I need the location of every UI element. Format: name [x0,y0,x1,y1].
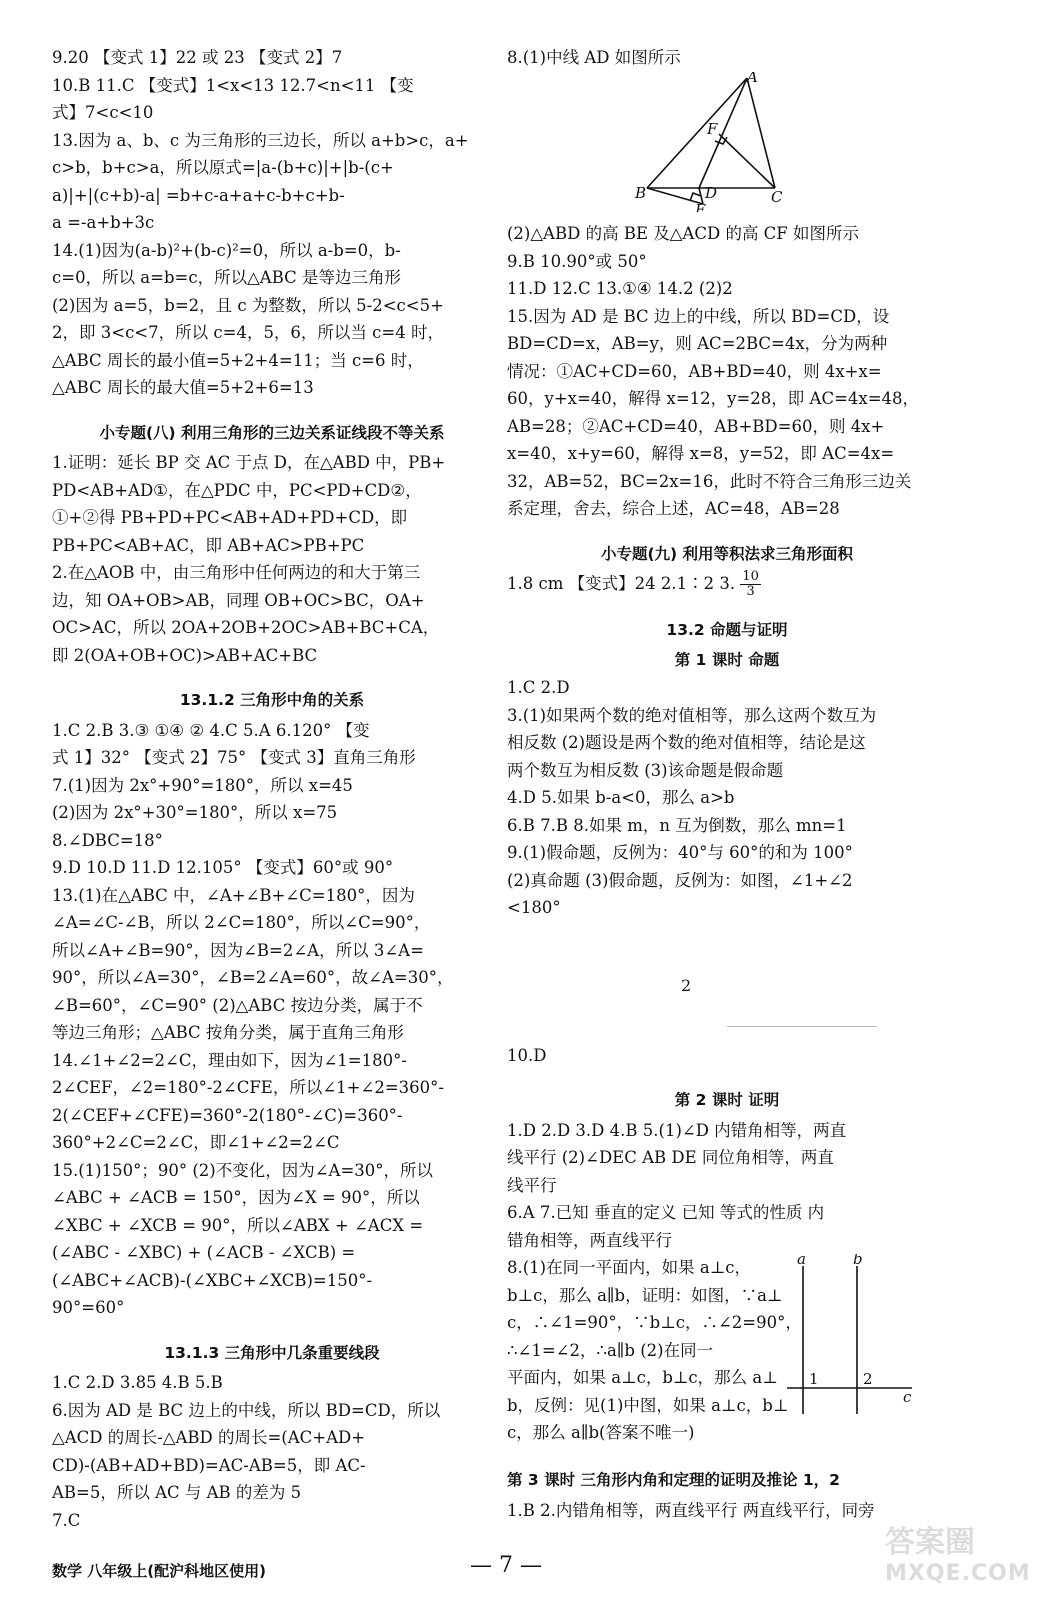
answer-line: 7.(1)因为 2x°+90°=180°，所以 x=45 [52,775,353,795]
answer-line: ∴∠1=∠2，∴a∥b (2)在同一 [507,1340,714,1360]
lesson-title-2: 第 2 课时 证明 [674,1091,780,1109]
answer-line: 10.B 11.C 【变式】1<x<13 12.7<n<11 【变 [52,75,414,95]
answer-line: 2∠CEF，∠2=180°-2∠CFE，所以∠1+∠2=360°- [52,1078,444,1097]
answer-line: 7.C [52,1510,81,1530]
answer-line: ①+②得 PB+PD+PC<AB+AD+PD+CD，即 [52,508,408,527]
answer-line: 9.B 10.90°或 50° [507,251,647,271]
fig3-label: 2 [863,1370,873,1388]
triangle-median-figure [507,72,947,212]
fraction-denominator: 3 [746,584,755,599]
answer-line: ∠B=60°，∠C=90° (2)△ABC 按边分类，属于不 [52,995,423,1015]
answer-block-13-1-3 [52,1369,492,1534]
answer-line: 2(∠CEF+∠CFE)=360°-2(180°-∠C)=360°- [52,1105,403,1125]
right-column [507,44,947,1524]
q8-block [507,1254,947,1449]
answer-line: 11.D 12.C 13.①④ 14.2 (2)2 [507,279,733,298]
answer-line: 式 1】32° 【变式 2】75° 【变式 3】直角三角形 [52,748,416,767]
lesson-title-3: 第 3 课时 三角形内角和定理的证明及推论 1，2 [507,1471,840,1489]
section-title-special9: 小专题(九) 利用等积法求三角形面积 [600,544,854,563]
answer-line: 8.(1)在同一平面内，如果 a⊥c， [507,1258,751,1277]
answer-line: △ACD 的周长-△ABD 的周长=(AC+AD+ [52,1428,366,1447]
answer-line: (2)真命题 (3)假命题，反例为：如图，∠1+∠2 [507,870,853,890]
answer-line: c>b，b+c>a，所以原式=|a-(b+c)|+|b-(c+ [52,158,394,177]
answer-line: 90°，所以∠A=30°，∠B=2∠A=60°，故∠A=30°， [52,968,454,987]
answer-line: 1.C 2.B 3.③ ①④ ② 4.C 5.A 6.120° 【变 [52,720,370,740]
answer-line: 15.(1)150°；90° (2)不变化，因为∠A=30°，所以 [52,1160,434,1180]
answer-line: a)|+|(c+b)-a| =b+c-a+a+c-b+c+b- [52,185,345,205]
answer-line: 60，y+x=40，解得 x=12，y=28，即 AC=4x=48， [507,389,920,408]
answer-line: 系定理，舍去，综合上述，AC=48，AB=28 [507,499,840,518]
fig3-label: a [797,1254,806,1268]
answer-line: 即 2(OA+OB+OC)>AB+AC+BC [52,645,318,665]
fig1-label: C [771,187,783,206]
answer-line: 360°+2∠C=2∠C，即∠1+∠2=2∠C [52,1133,340,1152]
section-title-13-1-3: 13.1.3 三角形中几条重要线段 [164,1343,380,1362]
answer-line: <180° [507,898,561,917]
fraction-numerator: 10 [742,569,759,584]
answer-line: 线平行 [507,1175,557,1195]
answer-line: 4.D 5.如果 b-a<0，那么 a>b [507,788,735,807]
fig1-label: B [635,183,647,202]
angle-figure [507,922,947,1042]
left-column [52,44,492,1534]
answer-line: b，反例：见(1)中图，如果 a⊥c，b⊥ [507,1395,789,1415]
answer-line: 1.C 2.D 3.85 4.B 5.B [52,1373,223,1392]
answer-line: 情况：①AC+CD=60，AB+BD=40，则 4x+x= [507,361,882,381]
answer-line: 13.(1)在△ABC 中，∠A+∠B+∠C=180°，因为 [52,885,415,905]
answer-block-lesson2 [507,1117,947,1255]
parallel-lines-figure [787,1254,917,1444]
fig3-label: c [903,1388,912,1406]
footer-text: 数学 八年级上(配沪科地区使用) [52,1562,266,1580]
answer-line: 6.因为 AD 是 BC 边上的中线，所以 BD=CD，所以 [52,1400,441,1420]
answer-line: (2)因为 2x°+30°=180°，所以 x=75 [52,803,338,822]
fig2-label: 2 [681,975,692,995]
answer-line: 1.B 2.内错角相等，两直线平行 两直线平行，同旁 [507,1500,875,1520]
answer-line: PD<AB+AD①，在△PDC 中，PC<PD+CD②， [52,480,422,500]
section-title-13-1-2: 13.1.2 三角形中角的关系 [179,691,365,709]
watermark-line2: MXQE.COM [885,1561,1031,1586]
answer-line: (∠ABC - ∠XBC) + (∠ACB - ∠XCB) = [52,1243,356,1262]
answer-block-13-1-2 [52,717,492,1322]
answer-line: 所以∠A+∠B=90°，因为∠B=2∠A，所以 3∠A= [52,940,424,960]
answer-line: 2，即 3<c<7，所以 c=4，5，6，所以当 c=4 时， [52,323,444,342]
answer-line: CD)-(AB+AD+BD)=AC-AB=5，即 AC- [52,1455,366,1475]
answer-line: 两个数互为相反数 (3)该命题是假命题 [507,760,784,780]
answer-line: 式】7<c<10 [52,103,154,122]
answer-line: 错角相等，两直线平行 [507,1230,672,1250]
answer-line: 90°=60° [52,1298,125,1317]
answer-line: 线平行 (2)∠DEC AB DE 同位角相等，两直 [507,1148,834,1167]
lesson-title-1: 第 1 课时 命题 [674,650,780,669]
answer-line: 1.D 2.D 3.D 4.B 5.(1)∠D 内错角相等，两直 [507,1120,847,1140]
answer-line: AB=5，所以 AC 与 AB 的差为 5 [52,1483,302,1502]
answer-block-intro [52,44,492,402]
answer-line: a =-a+b+3c [52,213,155,232]
answer-line: 8.(1)中线 AD 如图所示 [507,48,681,67]
answer-line: 14.(1)因为(a-b)²+(b-c)²=0，所以 a-b=0，b- [52,240,401,260]
answer-line: △ABC 周长的最大值=5+2+6=13 [52,378,314,397]
answer-line: △ABC 周长的最小值=5+2+4=11；当 c=6 时， [52,350,424,370]
answer-line: ∠A=∠C-∠B，所以 2∠C=180°，所以∠C=90°， [52,913,431,932]
answer-line: c，那么 a∥b(答案不唯一) [507,1423,695,1442]
answer-line: c，∴∠1=90°，∵b⊥c，∴∠2=90°， [507,1313,802,1332]
answer-line: (∠ABC+∠ACB)-(∠XBC+∠XCB)=150°- [52,1270,373,1290]
answer-line: ∠ABC + ∠ACB = 150°，因为∠X = 90°，所以 [52,1188,420,1207]
fig1-label: A [747,71,758,86]
answer-line: 3.(1)如果两个数的绝对值相等，那么这两个数互为 [507,705,877,725]
answer-line: 6.B 7.B 8.如果 m，n 互为倒数，那么 mn=1 [507,815,847,835]
section-title-special8: 小专题(八) 利用三角形的三边关系证线段不等关系 [99,423,445,442]
fig3-label: 1 [809,1370,819,1388]
answer-line: 10.D [507,1045,547,1065]
answer-line: c=0，所以 a=b=c，所以△ABC 是等边三角形 [52,268,402,287]
q8-text [507,1254,802,1447]
fig3-label: b [853,1254,863,1268]
answer-block-special8 [52,449,492,669]
watermark-line1: 答案圈 [885,1525,975,1560]
answer-line: 1.证明：延长 BP 交 AC 于点 D，在△ABD 中，PB+ [52,453,446,472]
answer-line: BD=CD=x，AB=y，则 AC=2BC=4x，分为两种 [507,334,888,353]
answer-line: 32，AB=52，BC=2x=16，此时不符合三角形三边关 [507,471,912,491]
answer-line: 9.20 【变式 1】22 或 23 【变式 2】7 [52,48,343,67]
answer-block-8-15 [507,220,947,523]
answer-line: (2)因为 a=5，b=2，且 c 为整数，所以 5-2<c<5+ [52,295,444,315]
answer-line: 边，知 OA+OB>AB，同理 OB+OC>BC，OA+ [52,590,425,610]
answer-line: 等边三角形；△ABC 按角分类，属于直角三角形 [52,1023,404,1042]
answer-line: 平面内，如果 a⊥c，b⊥c，那么 a⊥ [507,1368,778,1387]
answer-line: AB=28；②AC+CD=40，AB+BD=60，则 4x+ [507,416,885,436]
answer-line: 6.A 7.已知 垂直的定义 已知 等式的性质 内 [507,1203,825,1222]
special9-answers: 1.8 cm 【变式】24 2.1∶2 3. [507,574,736,593]
answer-line: b⊥c，那么 a∥b，证明：如图，∵a⊥ [507,1285,783,1305]
fraction [740,570,761,599]
answer-line: 14.∠1+∠2=2∠C，理由如下，因为∠1=180°- [52,1050,407,1070]
answer-line: 13.因为 a、b、c 为三角形的三边长，所以 a+b>c，a+ [52,130,469,150]
answer-line: 9.D 10.D 11.D 12.105° 【变式】60°或 90° [52,858,394,877]
answer-line: x=40，x+y=60，解得 x=8，y=52，即 AC=4x= [507,444,895,463]
answer-line: OC>AC，所以 2OA+2OB+2OC>AB+BC+CA， [52,618,440,637]
answer-line: 1.C 2.D [507,678,570,697]
answer-line: 15.因为 AD 是 BC 边上的中线，所以 BD=CD，设 [507,306,890,326]
divider [727,1026,877,1027]
answer-line: ∠XBC + ∠XCB = 90°，所以∠ABX + ∠ACX = [52,1215,424,1235]
fig1-label: F [707,119,718,138]
page-number: — 7 — [470,1553,542,1578]
section-title-13-2: 13.2 命题与证明 [666,621,788,639]
answer-line-special9 [507,570,947,599]
answer-line: 9.(1)假命题，反例为：40°与 60°的和为 100° [507,843,853,862]
answer-line: 8.∠DBC=18° [52,830,163,850]
fig1-label: D [705,183,718,202]
answer-line: PB+PC<AB+AC，即 AB+AC>PB+PC [52,535,365,555]
fig1-label: E [695,200,706,212]
answer-block-lesson1 [507,674,947,922]
answer-line: 相反数 (2)题设是两个数的绝对值相等，结论是这 [507,733,866,752]
answer-line: 2.在△AOB 中，由三角形中任何两边的和大于第三 [52,563,421,582]
answer-line: (2)△ABD 的高 BE 及△ACD 的高 CF 如图所示 [507,224,860,243]
watermark-logo [885,1517,1035,1592]
